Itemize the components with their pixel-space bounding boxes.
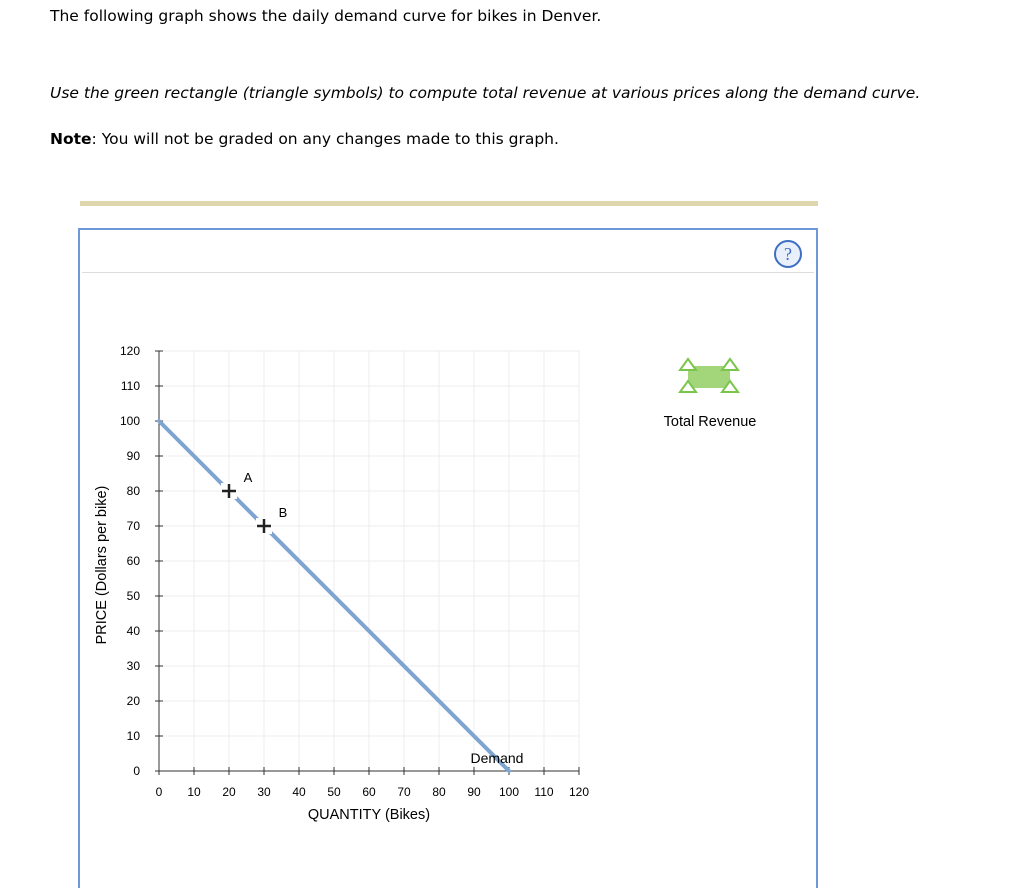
y-tick-label: 0	[133, 764, 140, 778]
y-tick-label: 100	[119, 414, 140, 428]
x-tick-label: 70	[397, 785, 411, 799]
triangle-handle-icon	[722, 359, 738, 370]
x-tick-label: 80	[432, 785, 446, 799]
help-icon[interactable]: ?	[774, 240, 802, 268]
triangle-handle-icon	[680, 359, 696, 370]
y-tick-label: 90	[126, 449, 140, 463]
total-revenue-label: Total Revenue	[663, 414, 757, 430]
x-tick-label: 30	[257, 785, 271, 799]
y-tick-label: 50	[126, 589, 140, 603]
y-tick-label: 60	[126, 554, 140, 568]
x-tick-label: 120	[568, 785, 590, 799]
y-tick-label: 110	[120, 379, 140, 393]
x-tick-label: 50	[327, 785, 341, 799]
total-revenue-tool[interactable]	[672, 356, 746, 400]
x-axis-label: QUANTITY (Bikes)	[307, 807, 431, 823]
intro-text: The following graph shows the daily demand curve for bikes in Denver.	[50, 7, 602, 25]
y-tick-label: 30	[126, 659, 140, 673]
y-tick-label: 80	[126, 484, 140, 498]
x-tick-label: 40	[292, 785, 306, 799]
point-label: B	[278, 505, 288, 520]
x-tick-label: 100	[498, 785, 520, 799]
total-revenue-rectangle-icon	[672, 356, 746, 400]
note-label: Note	[50, 130, 92, 148]
x-tick-label: 110	[534, 785, 554, 799]
note-body: : You will not be graded on any changes made to this graph.	[91, 130, 559, 148]
y-tick-label: 20	[126, 694, 140, 708]
x-tick-label: 10	[187, 785, 201, 799]
x-tick-label: 20	[222, 785, 236, 799]
y-axis-label: PRICE (Dollars per bike)	[94, 485, 110, 645]
y-tick-label: 120	[119, 344, 140, 358]
point-label: A	[243, 470, 253, 485]
x-tick-label: 90	[467, 785, 481, 799]
y-tick-label: 70	[126, 519, 140, 533]
x-tick-label: 60	[362, 785, 376, 799]
y-tick-label: 10	[126, 729, 140, 743]
x-tick-label: 0	[155, 785, 163, 799]
demand-curve-label: Demand	[470, 750, 524, 766]
y-tick-label: 40	[126, 624, 140, 638]
instruction-text: Use the green rectangle (triangle symbols) to compute total revenue at various prices along the demand curve.	[50, 84, 921, 102]
